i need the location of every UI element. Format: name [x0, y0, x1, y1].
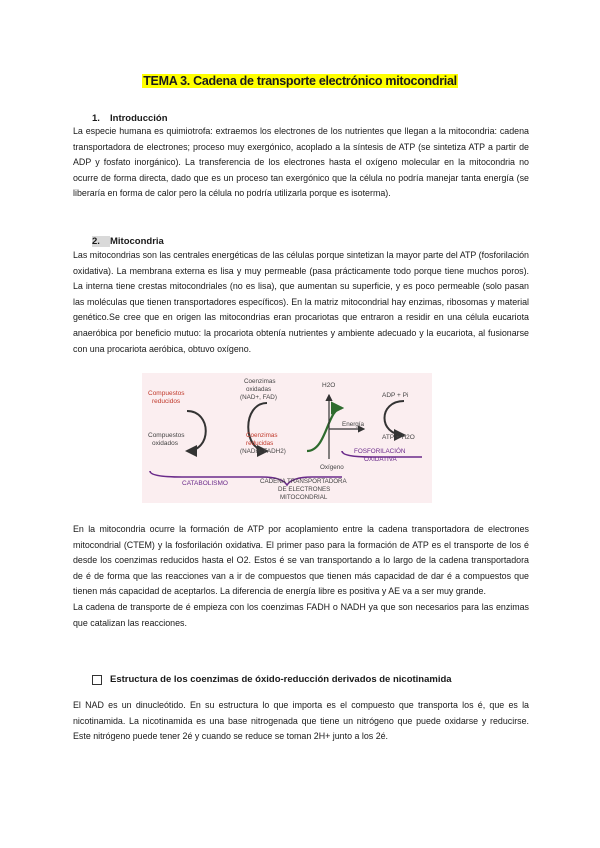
phosphorylation-label-2: OXIDATIVA [364, 456, 397, 463]
energy-label: Energía [342, 421, 365, 428]
title-text: TEMA 3. Cadena de transporte electrónico mitocondrial [143, 74, 457, 88]
oxidized-compounds-2: oxidados [152, 440, 179, 447]
catabolism-arrow [187, 411, 206, 451]
checkbox-heading: Estructura de los coenzimas de óxido-reducción derivados de nicotinamida [110, 674, 452, 685]
reduced-compounds-2: reducidos [152, 398, 181, 405]
section-1-number: 1. [92, 113, 100, 124]
chain-label-1: CADENA TRANSPORTADORA [260, 478, 347, 485]
section-2-paragraph: Las mitocondrias son las centrales energéticas de las células porque sintetizan la mayor parte del ATP (fosforilación oxidativa). La membrana externa es lisa y muy permeable (pasa prácticamente todo porque tiene muchos poros). La interna tiene crestas mitocondriales (no es lisa), que aumentan su superficie, y es poco permeable (solo pasan las moléculas que tienen transportadores específicos). En la matriz mitocondrial hay enzimas, ribosomas y material genético.Se cree que en origen las mitocondrias eran procariotas que entraron a residir en una célula eucariota anaeróbica por beneficio mutuo: la procariota obtenía nutrientes y ambiente adecuado y la eucariota, al fusionarse con una procariota aeróbica, obtuvo oxígeno. [73, 250, 529, 354]
oxidized-coenzymes-1: Coenzimas [244, 378, 276, 385]
paragraph-3: En la mitocondria ocurre la formación de ATP por acoplamiento entre la cadena transportadora de electrones mitocondrial (CTEM) y la fosforilación oxidativa. El primer paso para la formación de ATP es el transporte de los é desde los coenzimas reducidos hasta el O2. Estos é se van transportando a lo largo de la cadena transportadora de é de forma que las reacciones van a ir de compuestos que tienen más capacidad de dar é a compuestos que tienen más capacidad de aceptarlos. La diferencia de energía libre es positiva y AE va a ser muy grande. [73, 524, 529, 597]
section-2-title: Mitocondria [110, 236, 164, 247]
atp-label: ATP + H2O [382, 434, 415, 441]
page-title [0, 72, 600, 90]
reduced-coenzymes-1: Coenzimas [246, 432, 278, 439]
oxidized-coenzymes-2: oxidadas [246, 386, 272, 393]
checkbox[interactable] [92, 675, 102, 685]
oxidized-compounds-1: Compuestos [148, 432, 185, 439]
chain-label-3: MITOCONDRIAL [280, 494, 328, 501]
reduced-coenzymes-3: (NADH, FADH2) [240, 448, 286, 455]
reduced-compounds-1: Compuestos [148, 390, 185, 397]
section-2-number: 2. [92, 236, 110, 247]
phosphorylation-label-1: FOSFORILACIÓN [354, 448, 406, 455]
section-1-paragraph: La especie humana es quimiotrofa: extraemos los electrones de los nutrientes que llegan a la mitocondria: cadena transportadora de electrones; proceso muy exergónico, acoplado a la síntesis de ATP (se sintetiza ATP a partir de ADP y fosfato inorgánico). La transferencia de los electrones hasta el oxígeno molecular en la mitocondria no ocurre de forma directa, dado que es un proceso tan exergónico que la célula no podría manejar tanta energía (se liberaría en forma de calor pero la célula no podría utilizarla porque es isoterma). [73, 126, 529, 199]
catabolism-label: CATABOLISMO [182, 480, 228, 487]
section-1-heading [92, 113, 168, 124]
oxygen-label: Oxígeno [320, 464, 344, 471]
water-label: H2O [322, 382, 336, 389]
section-1-title: Introducción [110, 113, 168, 124]
paragraph-4: La cadena de transporte de é empieza con los coenzimas FADH o NADH ya que son necesarios para las enzimas que catalizan las reacciones. [73, 602, 529, 628]
section-2-heading [92, 236, 164, 247]
chain-label-2: DE ELECTRONES [278, 486, 331, 493]
mitochondria-diagram [142, 373, 432, 503]
reduced-coenzymes-2: reducidas [246, 440, 274, 447]
adp-label: ADP + Pi [382, 392, 409, 399]
oxidized-coenzymes-3: (NAD+, FAD) [240, 394, 277, 401]
paragraph-5: El NAD es un dinucleótido. En su estructura lo que importa es el compuesto que transporta los é, que es la nicotinamida. La nicotinamida es una base nitrogenada que tiene un nitrógeno que puede oxidarse y reducirse. Este nitrógeno puede tener 2é y cuando se reduce se toman 2H+ junto a los 2é. [73, 700, 529, 742]
atp-arrow [385, 401, 405, 435]
diagram-svg [142, 373, 432, 503]
